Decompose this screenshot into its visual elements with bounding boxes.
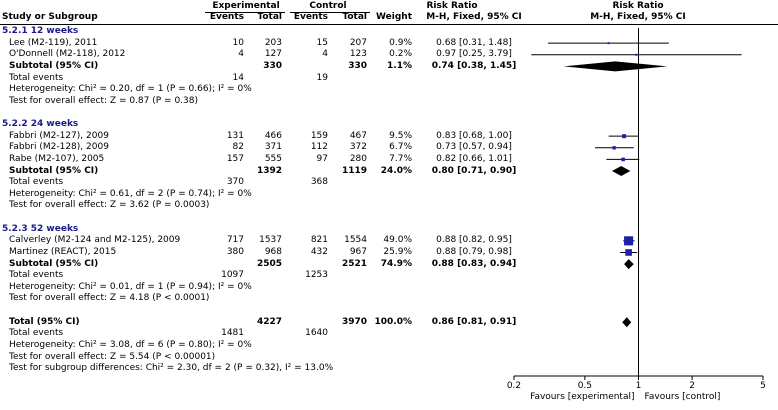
events-exp: 1481 — [221, 328, 244, 339]
total-ctrl: 207 — [349, 37, 367, 48]
note-text: Test for overall effect: Z = 0.87 (P = 0.38) — [9, 95, 198, 106]
events-exp: 14 — [232, 72, 244, 83]
events-ctrl: 112 — [310, 142, 328, 153]
total-ctrl: 3970 — [341, 316, 367, 327]
weight-value: 74.9% — [380, 258, 412, 269]
total-exp: 371 — [264, 142, 282, 153]
total1-header: Total — [257, 12, 282, 22]
events-exp: 1097 — [221, 270, 244, 281]
risk-ratio-ci: 0.97 [0.25, 3.79] — [436, 49, 512, 60]
total-exp: 1392 — [256, 165, 282, 176]
events-ctrl: 15 — [316, 37, 328, 48]
events-ctrl: 1640 — [305, 328, 328, 339]
weight-header: Weight — [376, 12, 412, 22]
total-events-label: Total events — [9, 177, 64, 188]
study-point — [624, 236, 633, 245]
events-exp: 370 — [226, 177, 244, 188]
events-ctrl: 97 — [316, 153, 328, 164]
total-ctrl: 467 — [349, 130, 367, 141]
events-ctrl: 1253 — [305, 270, 328, 281]
total-events-label: Total events — [9, 328, 64, 339]
note-text: Test for overall effect: Z = 4.18 (P < 0.0001) — [9, 293, 210, 304]
risk-ratio-plot-header: Risk Ratio — [612, 1, 664, 11]
events-exp: 10 — [232, 37, 244, 48]
weight-value: 100.0% — [374, 316, 412, 327]
note-text: Test for overall effect: Z = 3.62 (P = 0.0003) — [9, 200, 210, 211]
note-text: Heterogeneity: Chi² = 0.01, df = 1 (P = 0.94); I² = 0% — [9, 281, 252, 292]
subtotal-label: Subtotal (95% CI) — [9, 165, 99, 176]
total-ctrl: 1119 — [341, 165, 367, 176]
study-name: Lee (M2-119), 2011 — [9, 37, 98, 48]
events-exp: 717 — [226, 235, 244, 246]
total-ctrl: 372 — [349, 142, 367, 153]
note-text: Heterogeneity: Chi² = 0.20, df = 1 (P = 0.66); I² = 0% — [9, 84, 252, 95]
total-ctrl: 330 — [348, 60, 367, 71]
total-exp: 4227 — [256, 316, 282, 327]
weight-value: 49.0% — [383, 235, 412, 246]
section-title: 5.2.3 52 weeks — [2, 223, 79, 234]
study-point — [612, 146, 615, 149]
total2-header: Total — [342, 12, 367, 22]
total-exp: 2505 — [256, 258, 282, 269]
total-ctrl: 2521 — [341, 258, 367, 269]
x-tick-label: 1 — [635, 381, 642, 391]
risk-ratio-ci: 0.73 [0.57, 0.94] — [436, 142, 512, 153]
study-name: Fabbri (M2-128), 2009 — [9, 142, 109, 153]
subtotal-label: Subtotal (95% CI) — [9, 258, 99, 269]
group2-header: Control — [309, 1, 347, 11]
note-text: Test for overall effect: Z = 5.54 (P < 0.00001) — [9, 351, 216, 362]
study-name: O'Donnell (M2-118), 2012 — [9, 49, 126, 60]
events-exp: 82 — [232, 142, 244, 153]
risk-ratio-ci: 0.80 [0.71, 0.90] — [431, 165, 517, 176]
total-exp: 330 — [263, 60, 282, 71]
total-ctrl: 967 — [349, 246, 367, 257]
risk-ratio-ci: 0.82 [0.66, 1.01] — [436, 153, 512, 164]
study-name: Martinez (REACT), 2015 — [9, 246, 117, 257]
weight-value: 0.2% — [389, 49, 412, 60]
subtotal-label: Total (95% CI) — [9, 316, 80, 327]
total-exp: 203 — [264, 37, 282, 48]
weight-value: 9.5% — [389, 130, 412, 141]
section-title: 5.2.1 12 weeks — [2, 26, 79, 36]
subtotal-label: Subtotal (95% CI) — [9, 60, 99, 71]
events2-header: Events — [293, 12, 328, 22]
risk-ratio-ci: 0.86 [0.81, 0.91] — [431, 316, 517, 327]
total-exp: 466 — [264, 130, 282, 141]
risk-ratio-ci: 0.88 [0.82, 0.95] — [436, 235, 512, 246]
total-exp: 968 — [264, 246, 282, 257]
events-exp: 157 — [226, 153, 244, 164]
weight-value: 6.7% — [389, 142, 412, 153]
summary-diamond — [622, 317, 631, 327]
risk-ratio-ci: 0.68 [0.31, 1.48] — [436, 37, 512, 48]
note-text: Heterogeneity: Chi² = 0.61, df = 2 (P = 0.74); I² = 0% — [9, 188, 252, 199]
risk-ratio-ci: 0.74 [0.38, 1.45] — [431, 60, 517, 71]
summary-diamond — [624, 259, 634, 269]
weight-value: 7.7% — [389, 153, 412, 164]
group1-header: Experimental — [212, 1, 280, 11]
x-tick-label: 0.2 — [506, 381, 522, 391]
x-tick-label: 5 — [760, 381, 766, 391]
events-ctrl: 4 — [322, 49, 328, 60]
events-exp: 4 — [238, 49, 244, 60]
study-name: Rabe (M2-107), 2005 — [9, 153, 105, 164]
risk-ratio-ci: 0.88 [0.83, 0.94] — [431, 258, 517, 269]
events-ctrl: 821 — [310, 235, 328, 246]
note-text: Heterogeneity: Chi² = 3.08, df = 6 (P = 0.80); I² = 0% — [9, 340, 252, 350]
total-ctrl: 280 — [349, 153, 367, 164]
x-tick-label: 0.5 — [577, 381, 593, 391]
study-point — [635, 54, 637, 56]
weight-value: 1.1% — [387, 60, 412, 71]
risk-ratio-header: Risk Ratio — [426, 1, 478, 11]
study-name: Calverley (M2-124 and M2-125), 2009 — [9, 235, 181, 246]
weight-value: 0.9% — [389, 37, 412, 48]
summary-diamond — [612, 166, 630, 176]
events-exp: 380 — [226, 246, 244, 257]
note-text: Test for subgroup differences: Chi² = 2.30, df = 2 (P = 0.32), I² = 13.0% — [9, 363, 334, 374]
total-exp: 127 — [264, 49, 282, 60]
study-point — [608, 42, 610, 44]
weight-value: 24.0% — [380, 165, 412, 176]
weight-value: 25.9% — [383, 246, 412, 257]
events1-header: Events — [209, 12, 244, 22]
total-ctrl: 1554 — [344, 235, 367, 246]
section-title: 5.2.2 24 weeks — [2, 119, 79, 130]
study-name: Fabbri (M2-127), 2009 — [9, 130, 109, 141]
risk-ratio-ci: 0.83 [0.68, 1.00] — [436, 130, 512, 141]
total-ctrl: 123 — [349, 49, 367, 60]
method-header: M-H, Fixed, 95% CI — [426, 12, 522, 22]
x-tick-label: 2 — [689, 381, 695, 391]
study-col-header: Study or Subgroup — [2, 12, 98, 22]
events-exp: 131 — [226, 130, 244, 141]
method-plot-header: M-H, Fixed, 95% CI — [590, 12, 686, 22]
total-exp: 1537 — [259, 235, 282, 246]
events-ctrl: 159 — [310, 130, 328, 141]
total-exp: 555 — [264, 153, 282, 164]
summary-diamond — [564, 61, 668, 71]
events-ctrl: 432 — [310, 246, 328, 257]
events-ctrl: 19 — [316, 72, 328, 83]
study-point — [621, 158, 625, 162]
study-point — [625, 249, 632, 256]
risk-ratio-ci: 0.88 [0.79, 0.98] — [436, 246, 512, 257]
study-point — [622, 134, 626, 138]
favours-control-label: Favours [control] — [644, 392, 721, 402]
total-events-label: Total events — [9, 72, 64, 83]
favours-experimental-label: Favours [experimental] — [530, 392, 635, 402]
events-ctrl: 368 — [310, 177, 328, 188]
total-events-label: Total events — [9, 270, 64, 281]
